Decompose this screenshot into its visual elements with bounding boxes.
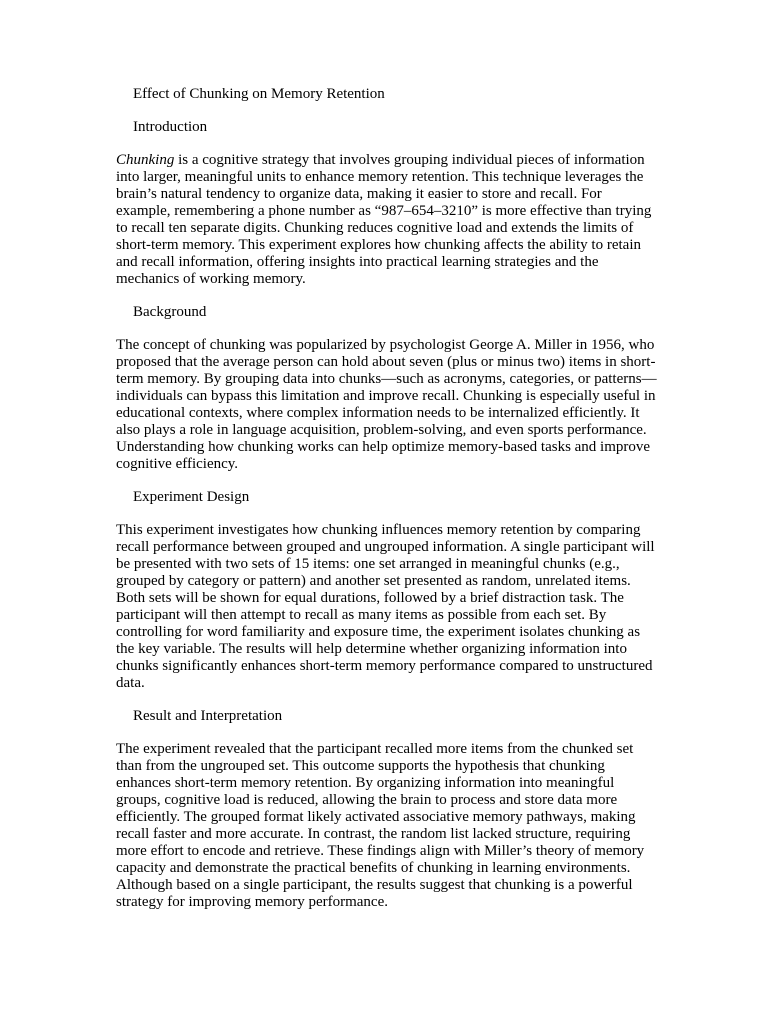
section-body-introduction (116, 152, 658, 288)
document-title: Effect of Chunking on Memory Retention (133, 86, 385, 102)
section-heading-result-interpretation: Result and Interpretation (133, 708, 283, 724)
introduction-text: is a cognitive strategy that involves grouping individual pieces of information into larger, meaningful units to enhance memory retention. This technique leverages the brain’s natural tendency to organize data, making it easier to store and recall. For example, remembering a phone number as “987–654–3210” is more effective than trying to recall ten separate digits. Chunking reduces cognitive load and extends the limits of short-term memory. This experiment explores how chunking affects the ability to retain and recall information, offering insights into practical learning strategies and the mechanics of working memory. (116, 152, 652, 287)
document-page (116, 86, 658, 927)
section-body-result-interpretation: The experiment revealed that the participant recalled more items from the chunked set than from the ungrouped set. This outcome supports the hypothesis that chunking enhances short-term memory retention. By organizing information into meaningful groups, cognitive load is reduced, allowing the brain to process and store data more efficiently. The grouped format likely activated associative memory pathways, making recall faster and more accurate. In contrast, the random list lacked structure, requiring more effort to encode and retrieve. These findings align with Miller’s theory of memory capacity and demonstrate the practical benefits of chunking in learning environments. Although based on a single participant, the results suggest that chunking is a powerful strategy for improving memory performance. (116, 741, 645, 910)
section-body-experiment-design: This experiment investigates how chunking influences memory retention by comparing recall performance between grouped and ungrouped information. A single participant will be presented with two sets of 15 items: one set arranged in meaningful chunks (e.g., grouped by category or pattern) and another set presented as random, unrelated items. Both sets will be shown for equal durations, followed by a brief distraction task. The participant will then attempt to recall as many items as possible from each set. By controlling for word familiarity and exposure time, the experiment isolates chunking as the key variable. The results will help determine whether organizing information into chunks significantly enhances short-term memory performance compared to unstructured data. (116, 522, 655, 691)
section-heading-introduction: Introduction (133, 119, 208, 135)
section-heading-background: Background (133, 304, 207, 320)
chunking-term: Chunking (116, 152, 175, 168)
section-body-background: The concept of chunking was popularized by psychologist George A. Miller in 1956, who proposed that the average person can hold about seven (plus or minus two) items in short-term memory. By grouping data into chunks—such as acronyms, categories, or patterns—individuals can bypass this limitation and improve recall. Chunking is especially useful in educational contexts, where complex information needs to be internalized efficiently. It also plays a role in language acquisition, problem-solving, and even sports performance. Understanding how chunking works can help optimize memory-based tasks and improve cognitive efficiency. (116, 337, 657, 472)
section-heading-experiment-design: Experiment Design (133, 489, 250, 505)
